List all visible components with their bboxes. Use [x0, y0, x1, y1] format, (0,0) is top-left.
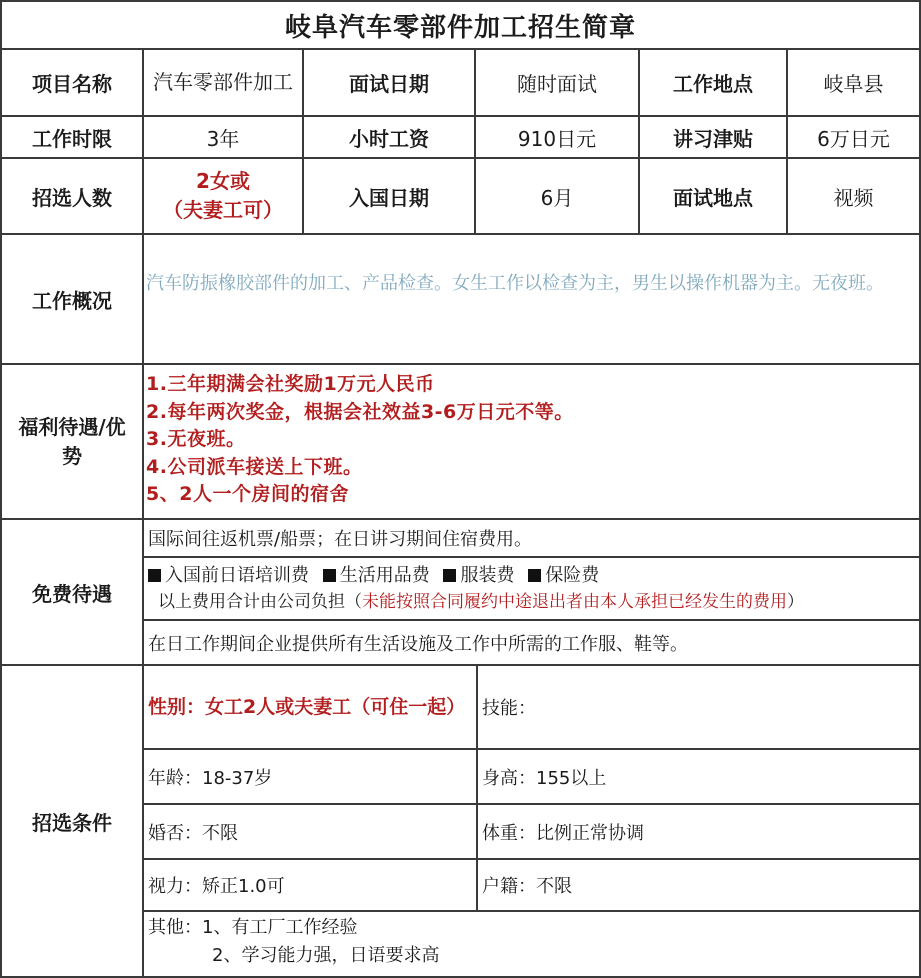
free-item: 保险费 [545, 565, 600, 586]
free-item-list [148, 562, 918, 589]
req-other-line: 其他：1、有工厂工作经验 [148, 917, 358, 938]
req-weight: 体重：比例正常协调 [482, 822, 644, 844]
hourly-wage-value: 910日元 [517, 126, 597, 151]
square-bullet-icon [528, 569, 541, 582]
interview-location-label: 面试地点 [673, 185, 753, 210]
req-hukou: 户籍：不限 [482, 876, 572, 897]
interview-date-value: 随时面试 [517, 72, 597, 96]
overview-label: 工作概况 [32, 288, 112, 313]
entry-date-label: 入国日期 [349, 185, 429, 210]
req-gender: 性别：女工2人或夫妻工（可住一起） [148, 695, 466, 718]
free-note-suffix: ） [787, 592, 804, 612]
req-height: 身高：155以上 [482, 767, 607, 789]
page-title: 岐阜汽车零部件加工招生简章 [284, 12, 636, 43]
benefits-list [146, 371, 916, 509]
req-age: 年龄：18-37岁 [148, 767, 273, 789]
project-name-value: 汽车零部件加工 [153, 70, 293, 94]
divider [476, 664, 478, 910]
work-location-value: 岐阜县 [823, 72, 884, 96]
free-row-2 [148, 562, 918, 616]
free-note [148, 589, 918, 616]
project-name-label: 项目名称 [32, 72, 112, 96]
headcount-value [144, 159, 302, 233]
square-bullet-icon [323, 569, 336, 582]
square-bullet-icon [443, 569, 456, 582]
benefit-item: 4.公司派车接送上下班。 [146, 455, 363, 478]
req-other [148, 914, 918, 970]
divider [142, 910, 921, 912]
requirements-label: 招选条件 [32, 810, 112, 835]
req-marital: 婚否：不限 [148, 822, 238, 844]
benefit-item: 3.无夜班。 [146, 428, 246, 450]
req-skill: 技能： [482, 698, 536, 719]
interview-location-value: 视频 [833, 185, 874, 210]
interview-date-label: 面试日期 [349, 72, 429, 96]
free-item: 生活用品费 [339, 565, 430, 586]
req-vision: 视力：矫正1.0可 [148, 876, 285, 897]
work-period-label: 工作时限 [32, 126, 112, 151]
headcount-line: （夫妻工可） [163, 198, 283, 222]
entry-date-value: 6月 [540, 185, 574, 210]
training-allowance-label: 讲习津贴 [673, 126, 753, 151]
free-note-prefix: 以上费用合计由公司负担（ [158, 592, 362, 612]
benefit-item: 5、2人一个房间的宿舍 [146, 483, 349, 505]
work-period-value: 3年 [206, 126, 240, 151]
free-note-warning: 未能按照合同履约中途退出者由本人承担已经发生的费用 [362, 592, 787, 612]
req-other-line: 2、学习能力强，日语要求高 [212, 945, 440, 966]
training-allowance-value: 6万日元 [817, 126, 890, 151]
work-location-label: 工作地点 [673, 72, 753, 96]
free-item: 服装费 [460, 565, 515, 586]
free-row-3: 在日工作期间企业提供所有生活设施及工作中所需的工作服、鞋等。 [148, 633, 688, 655]
benefit-item: 1.三年期满会社奖励1万元人民币 [146, 373, 435, 395]
headcount-label: 招选人数 [32, 185, 112, 210]
benefit-item: 2.每年两次奖金，根据会社效益3-6万日元不等。 [146, 400, 574, 423]
free-row-1: 国际间往返机票/船票；在日讲习期间住宿费用。 [148, 529, 533, 550]
square-bullet-icon [148, 569, 161, 582]
overview-text: 汽车防振橡胶部件的加工、产品检查。女生工作以检查为主，男生以操作机器为主。无夜班。 [146, 273, 884, 294]
free-label: 免费待遇 [32, 581, 112, 606]
free-item: 入国前日语培训费 [165, 565, 309, 586]
benefits-label: 福利待遇/优势 [18, 414, 126, 468]
headcount-line: 2女或 [196, 169, 250, 193]
divider [142, 556, 921, 558]
hourly-wage-label: 小时工资 [349, 126, 429, 151]
